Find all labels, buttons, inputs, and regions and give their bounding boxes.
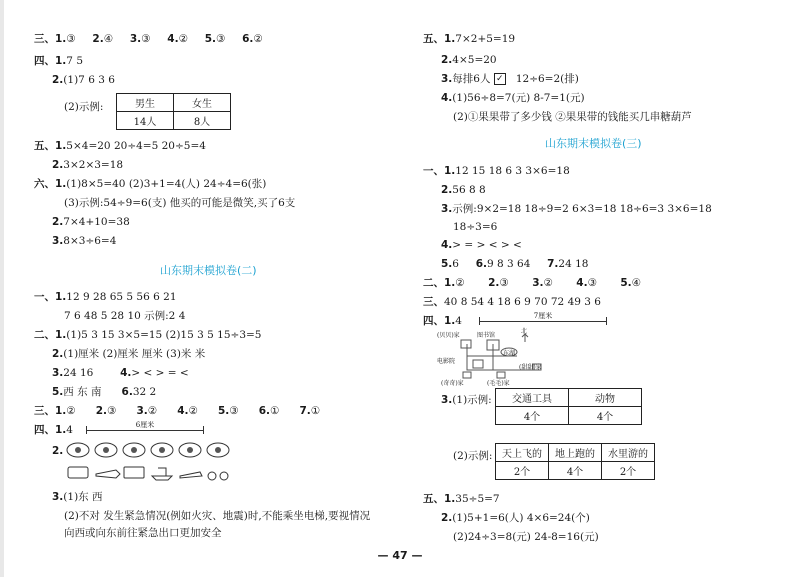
table-cell: 8人 xyxy=(174,112,231,130)
table-cell: 4个 xyxy=(496,407,569,425)
map-label: 电影院 xyxy=(437,358,456,365)
answer-line: 2.7×4+10=38 xyxy=(52,216,130,228)
table-cell: 4个 xyxy=(569,407,642,425)
map-illustration xyxy=(437,330,561,386)
table-header: 水里游的 xyxy=(602,444,655,462)
answer-line: 四、1.4 xyxy=(423,315,462,327)
map-label: (奇奇)家 xyxy=(441,380,464,387)
table-cell: 2个 xyxy=(496,462,549,480)
answer-line: 5.6 6.9 8 3 64 7.24 18 xyxy=(441,258,589,270)
answer-line: 2.(1)5+1=6(人) 4×6=24(个) xyxy=(441,512,590,524)
ruler-line xyxy=(86,423,204,433)
answer-line: (2)①果果带了多少钱 ②果果带的钱能买几串糖葫芦 xyxy=(453,111,692,123)
table-header: 天上飞的 xyxy=(496,444,549,462)
answer-line: 向西或向东前往紧急出口更加安全 xyxy=(64,527,222,539)
map-label: (毛毛)家 xyxy=(487,380,510,387)
answer-line: 四、1.4 xyxy=(34,424,73,436)
map-label: 东湖 xyxy=(503,350,516,357)
answer-line: (2)24÷3=8(元) 24-8=16(元) xyxy=(453,531,599,543)
answer-line: 5.西 东 南 6.32 2 xyxy=(52,386,157,398)
answer-line: 3.(1)示例: xyxy=(441,394,492,406)
answer-line: (2)示例: xyxy=(453,450,493,462)
answer-line: 二、1.(1)5 3 15 3×5=15 (2)15 3 5 15÷3=5 xyxy=(34,329,262,341)
answer-line: 2.(1)厘米 (2)厘米 厘米 (3)米 米 xyxy=(52,348,206,360)
transport-animal-table xyxy=(495,388,642,425)
answer-line: 五、1.7×2+5=19 xyxy=(423,33,516,45)
answer-line: 3.24 16 4.> < > = < xyxy=(52,367,189,379)
answer-line: 一、1.12 15 18 6 3 3×6=18 xyxy=(423,165,570,177)
answer-line: 4.> = > < > < xyxy=(441,239,522,251)
table-header: 地上跑的 xyxy=(549,444,602,462)
map-label: (甜甜)家 xyxy=(519,364,542,371)
answer-line: (3)示例:54÷9=6(支) 他买的可能是微笑,买了6支 xyxy=(64,197,296,209)
answer-line: (2)示例: xyxy=(64,101,104,113)
car-icon xyxy=(68,467,88,478)
vehicles-illustration xyxy=(66,440,258,484)
answer-line: 五、1.5×4=20 20÷4=5 20÷5=4 xyxy=(34,140,206,152)
answer-line: 2.3×2×3=18 xyxy=(52,159,124,171)
section-header: 山东期末模拟卷(三) xyxy=(545,137,642,150)
ruler-line xyxy=(479,314,607,324)
table-header: 女生 xyxy=(174,94,231,112)
bike-icon xyxy=(208,472,216,480)
answer-line: 3.8×3÷6=4 xyxy=(52,235,117,247)
map-label: 北 xyxy=(521,328,528,335)
answer-line: 3.(1)东 西 xyxy=(52,491,103,503)
table-cell: 2个 xyxy=(602,462,655,480)
check-box-icon: ✓ xyxy=(494,73,506,85)
plane-icon xyxy=(96,470,120,478)
bus-icon xyxy=(124,467,144,478)
ruler-label: 6厘米 xyxy=(135,421,155,429)
answer-line: 7 6 48 5 28 10 示例:2 4 xyxy=(64,310,186,322)
answer-line: (2)不对 发生紧急情况(例如火灾、地震)时,不能乘坐电梯,要视情况 xyxy=(64,510,371,522)
answer-line: 3.每排6人 ✓ 12÷6=2(排) xyxy=(441,73,579,85)
map-label: (贝贝)家 xyxy=(437,332,460,339)
boat-icon xyxy=(180,472,202,478)
answer-line: 18÷3=6 xyxy=(453,221,498,233)
gender-table xyxy=(116,93,231,130)
answer-line: 六、1.(1)8×5=40 (2)3+1=4(人) 24÷4=6(张) xyxy=(34,178,267,190)
answer-line: 2.56 8 8 xyxy=(441,184,486,196)
table-header: 动物 xyxy=(569,389,642,407)
answer-line: 三、40 8 54 4 18 6 9 70 72 49 3 6 xyxy=(423,296,601,308)
page-edge xyxy=(0,0,4,577)
ship-icon xyxy=(152,468,172,480)
table-cell: 14人 xyxy=(117,112,174,130)
table-header: 交通工具 xyxy=(496,389,569,407)
answer-line: 3.示例:9×2=18 18÷9=2 6×3=18 18÷6=3 3×6=18 xyxy=(441,203,712,215)
answer-line: 三、1.③ 2.④ 3.③ 4.② 5.③ 6.② xyxy=(34,33,263,45)
map-label: 图书馆 xyxy=(477,332,496,339)
page-number: — 47 — xyxy=(377,549,423,562)
answer-line: 二、1.② 2.③ 3.② 4.③ 5.④ xyxy=(423,277,642,289)
answer-line: 一、1.12 9 28 65 5 56 6 21 xyxy=(34,291,177,303)
section-header: 山东期末模拟卷(二) xyxy=(160,264,257,277)
answer-line: 2. xyxy=(52,445,64,457)
answer-line: 四、1.7 5 xyxy=(34,55,83,67)
answer-line: 五、1.35÷5=7 xyxy=(423,493,500,505)
answer-line: 2.(1)7 6 3 6 xyxy=(52,74,115,86)
answer-line: 三、1.② 2.③ 3.② 4.② 5.③ 6.① 7.① xyxy=(34,405,321,417)
table-cell: 4个 xyxy=(549,462,602,480)
answer-line: 4.(1)56÷8=7(元) 8-7=1(元) xyxy=(441,92,585,104)
table-header: 男生 xyxy=(117,94,174,112)
habitat-table xyxy=(495,443,655,480)
ruler-label: 7厘米 xyxy=(533,312,553,320)
answer-line: 2.4×5=20 xyxy=(441,54,497,66)
